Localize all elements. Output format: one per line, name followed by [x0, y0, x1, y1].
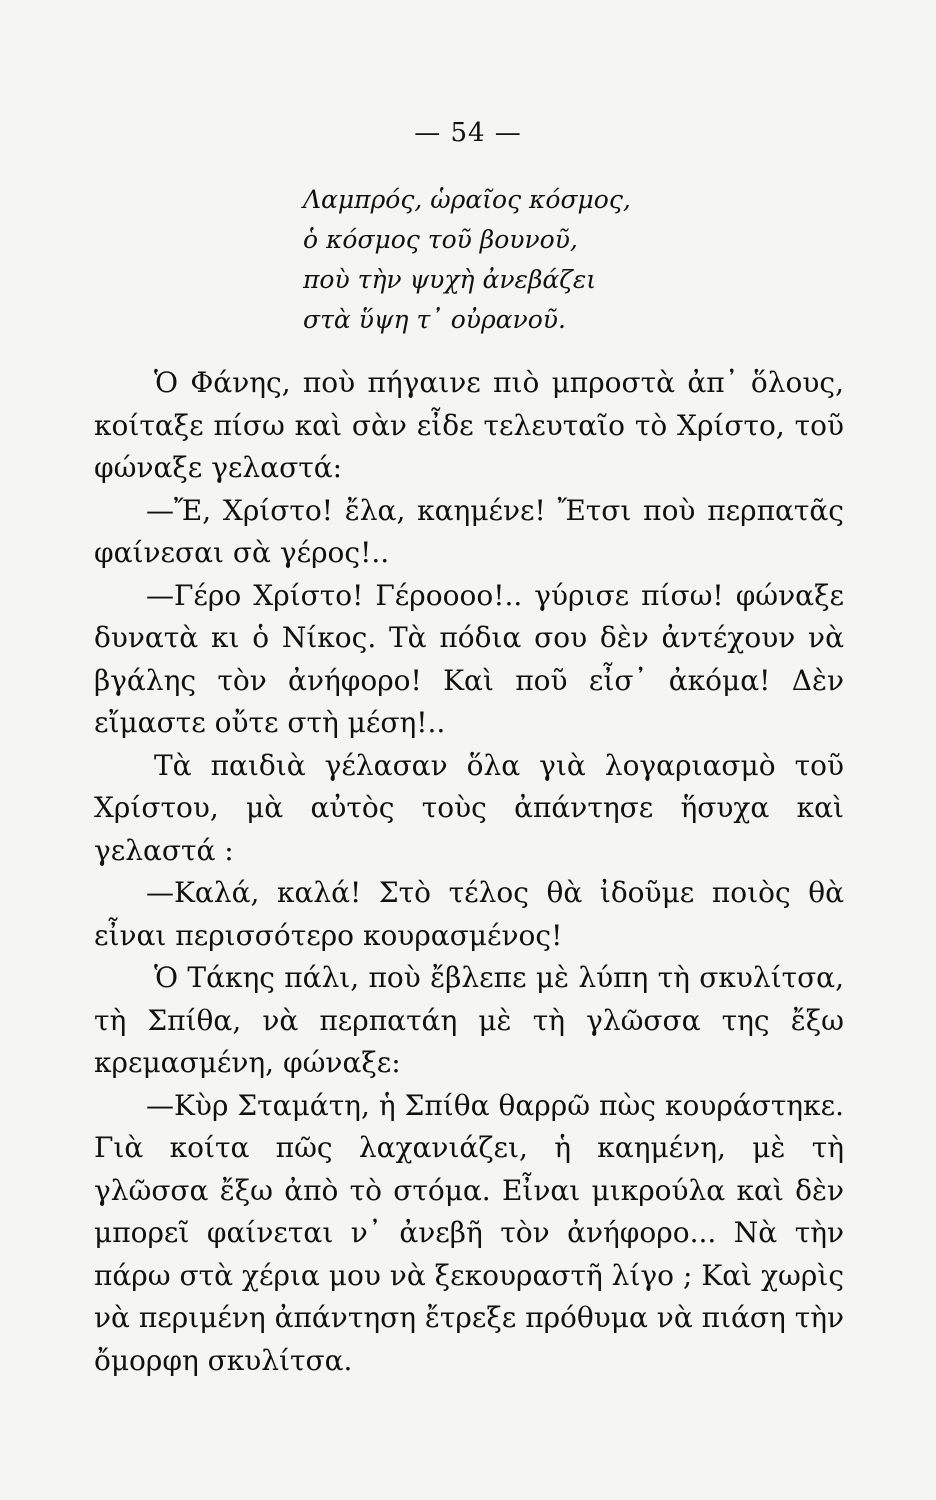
- dialogue-paragraph: —Γέρο Χρίστο! Γέροοοο!.. γύρισε πίσω! φώναξε δυνατὰ κι ὁ Νίκος. Τὰ πόδια σου δὲν ἀντέχουν νὰ βγάλης τὸν ἀνήφορο! Καὶ ποῦ εἶσ᾽ ἀκόμα! Δὲν εἴμαστε οὔτε στὴ μέση!..: [94, 578, 844, 739]
- dialogue-paragraph: —Κὺρ Σταμάτη, ἡ Σπίθα θαρρῶ πὼς κουράστηκε. Γιὰ κοίτα πῶς λαχανιάζει, ἡ καημένη, μὲ τὴ γλῶσσα ἔξω ἀπὸ τὸ στόμα. Εἶναι μικρούλα καὶ δὲν μπορεῖ φαίνεται ν᾽ ἀνεβῆ τὸν ἀνήφορο... Νὰ τὴν πάρω στὰ χέρια μου νὰ ξεκουραστῆ λίγο ; Καὶ χωρὶς νὰ περιμένη ἀπάντηση ἔτρεξε πρόθυμα νὰ πιάση τὴν ὄμορφη σκυλίτσα.: [94, 1088, 844, 1377]
- dialogue-paragraph: —Ἔ, Χρίστο! ἔλα, καημένε! Ἔτσι ποὺ περπατᾶς φαίνεσαι σὰ γέρος!..: [94, 493, 844, 569]
- poem-line: ποὺ τὴν ψυχὴ ἀνεβάζει: [303, 265, 597, 294]
- page-number: — 54 —: [414, 118, 522, 148]
- paragraph: Ὁ Φάνης, ποὺ πήγαινε πιὸ μπροστὰ ἀπ᾽ ὅλους, κοίταξε πίσω καὶ σὰν εἶδε τελευταῖο τὸ Χρίστο, τοῦ φώναξε γελαστά:: [94, 366, 844, 484]
- poem-line: ὁ κόσμος τοῦ βουνοῦ,: [303, 225, 578, 254]
- paragraph: Ὁ Τάκης πάλι, ποὺ ἔβλεπε μὲ λύπη τὴ σκυλίτσα, τὴ Σπίθα, νὰ περπατάη μὲ τὴ γλῶσσα της ἔξω κρεμασμένη, φώναξε:: [94, 961, 844, 1079]
- paragraph: Τὰ παιδιὰ γέλασαν ὅλα γιὰ λογαριασμὸ τοῦ Χρίστου, μὰ αὐτὸς τοὺς ἀπάντησε ἥσυχα καὶ γελαστά :: [94, 748, 844, 867]
- dialogue-paragraph: —Καλά, καλά! Στὸ τέλος θὰ ἰδοῦμε ποιὸς θὰ εἶναι περισσότερο κουρασμένος!: [94, 876, 844, 952]
- body-text: [94, 362, 844, 1382]
- poem-stanza: [303, 180, 631, 340]
- poem-line: Λαμπρός, ὡραῖος κόσμος,: [303, 185, 631, 214]
- poem-line: στὰ ὕψη τ᾽ οὐρανοῦ.: [303, 305, 566, 334]
